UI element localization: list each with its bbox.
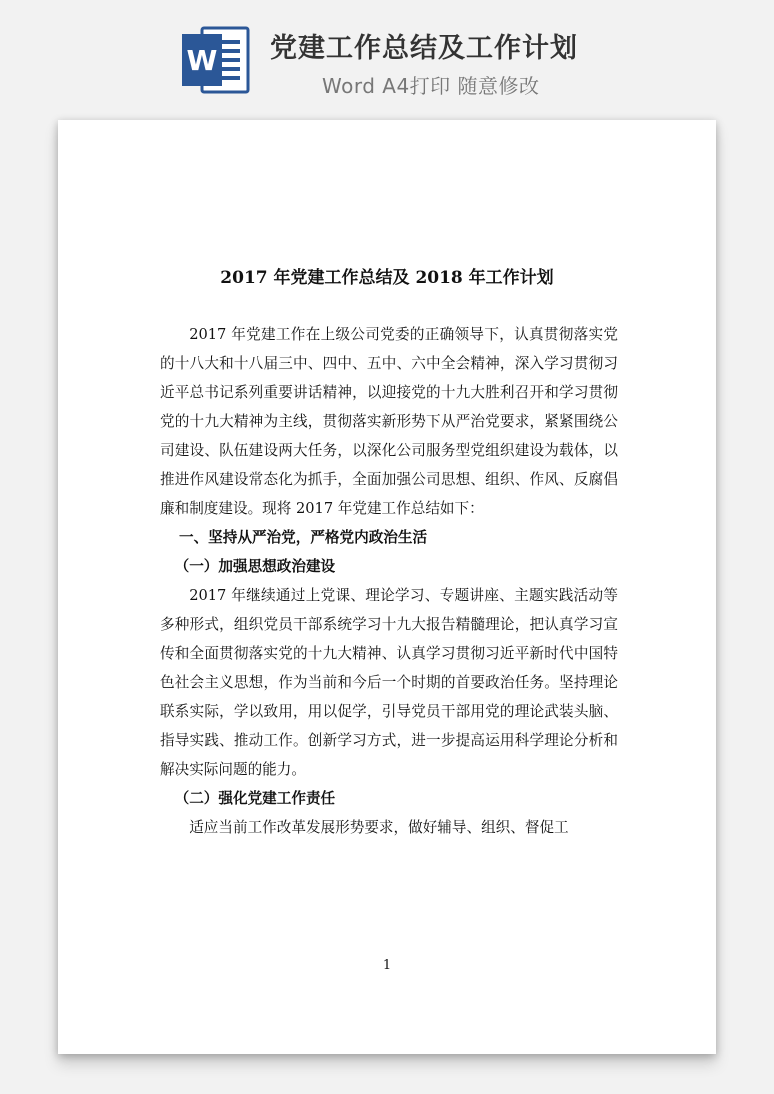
svg-text:W: W (186, 44, 218, 77)
page-number: 1 (382, 958, 392, 973)
body-paragraph: 2017 年党建工作在上级公司党委的正确领导下，认真贯彻落实党的十八大和十八届三中、四中、五中、六中全会精神，深入学习贯彻习近平总书记系列重要讲话精神，以迎接党的十九大胜利召开和学习贯彻党的十九大精神为主线，贯彻落实新形势下从严治党要求，紧紧围绕公司建设、队伍建设两大任务，以深化公司服务型党组织建设为载体，以推进作风建设常态化为抓手，全面加强公司思想、组织、作风、反腐倡廉和制度建设。现将 2017 年党建工作总结如下： (160, 326, 618, 517)
body-paragraph: 适应当前工作改革发展形势要求，做好辅导、组织、督促工 (189, 819, 569, 836)
banner-subtitle: Word A4打印 随意修改 (322, 74, 540, 98)
document-title: 2017 年党建工作总结及 2018 年工作计划 (220, 268, 554, 288)
document-page (58, 120, 716, 1054)
document-body (160, 320, 618, 842)
word-doc-icon (180, 24, 250, 96)
banner-title: 党建工作总结及工作计划 (270, 33, 578, 64)
subsection-heading: （一）加强思想政治建设 (174, 558, 336, 575)
subsection-heading: （二）强化党建工作责任 (174, 790, 336, 807)
body-paragraph: 2017 年继续通过上党课、理论学习、专题讲座、主题实践活动等多种形式，组织党员干部系统学习十九大报告精髓理论，把认真学习宣传和全面贯彻落实党的十九大精神、认真学习贯彻习近平新时代中国特色社会主义思想，作为当前和今后一个时期的首要政治任务。坚持理论联系实际，学以致用，用以促学，引导党员干部用党的理论武装头脑、指导实践、推动工作。创新学习方式，进一步提高运用科学理论分析和解决实际问题的能力。 (160, 587, 618, 778)
header-banner (0, 0, 774, 110)
section-heading: 一、坚持从严治党，严格党内政治生活 (178, 529, 428, 546)
